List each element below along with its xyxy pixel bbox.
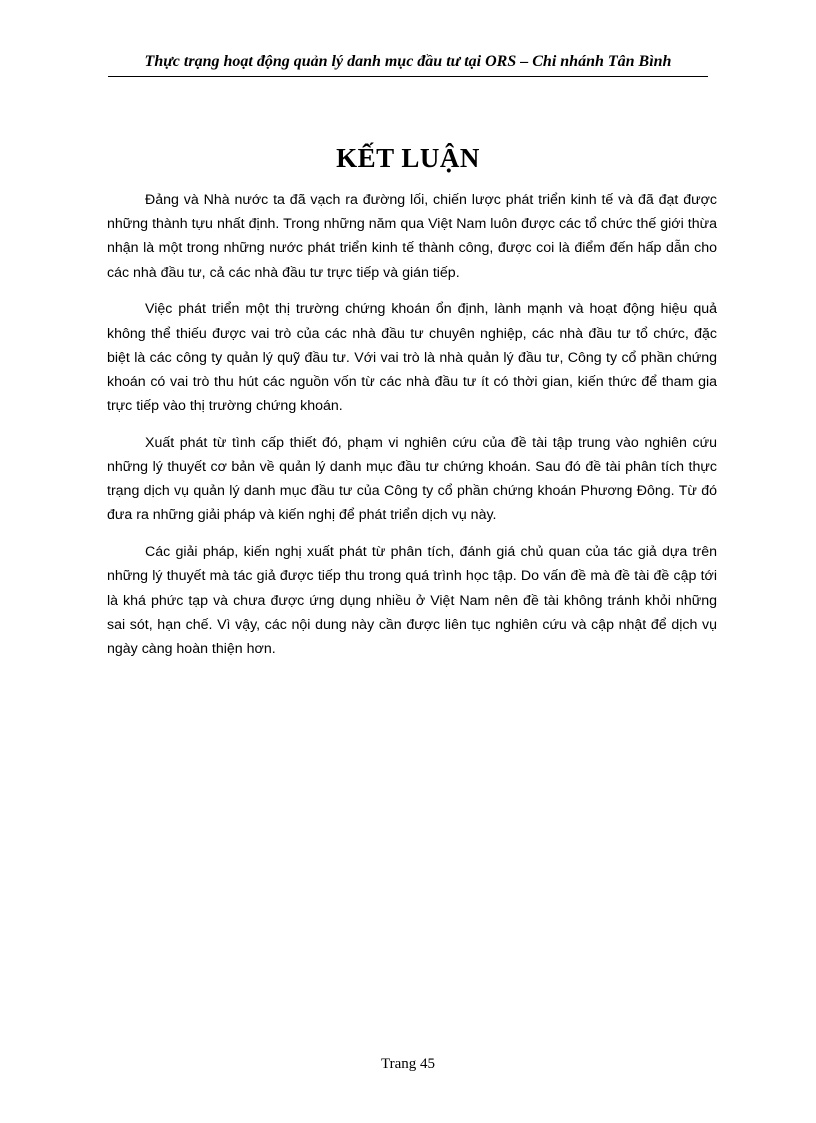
paragraph: Việc phát triển một thị trường chứng khoán ổn định, lành mạnh và hoạt động hiệu quả không thể thiếu được vai trò của các nhà đầu tư chuyên nghiệp, các nhà đầu tư tổ chức, đặc biệt là các công ty quản lý quỹ đầu tư. Với vai trò là nhà quản lý đầu tư, Công ty cổ phần chứng khoán có vai trò thu hút các nguồn vốn từ các nhà đầu tư ít có thời gian, kiến thức để tham gia trực tiếp vào thị trường chứng khoán. — [107, 301, 717, 415]
page-number: Trang 45 — [380, 1056, 436, 1072]
page-title: KẾT LUẬN — [336, 143, 480, 173]
running-header: Thực trạng hoạt động quản lý danh mục đầu tư tại ORS – Chi nhánh Tân Bình — [144, 53, 672, 70]
paragraph: Đảng và Nhà nước ta đã vạch ra đường lối, chiến lược phát triển kinh tế và đã đạt được những thành tựu nhất định. Trong những năm qua Việt Nam luôn được các tổ chức thế giới thừa nhận là một trong những nước phát triển kinh tế thành công, được coi là điểm đến hấp dẫn cho các nhà đầu tư, cả các nhà đầu tư trực tiếp và gián tiếp. — [107, 192, 717, 281]
body-text — [107, 188, 717, 674]
header-divider — [108, 76, 708, 77]
paragraph: Xuất phát từ tình cấp thiết đó, phạm vi nghiên cứu của đề tài tập trung vào nghiên cứu những lý thuyết cơ bản về quản lý danh mục đầu tư chứng khoán. Sau đó đề tài phân tích thực trạng dịch vụ quản lý danh mục đầu tư của Công ty cổ phần chứng khoán Phương Đông. Từ đó đưa ra những giải pháp và kiến nghị để phát triển dịch vụ này. — [107, 434, 717, 524]
paragraph: Các giải pháp, kiến nghị xuất phát từ phân tích, đánh giá chủ quan của tác giả dựa trên những lý thuyết mà tác giả được tiếp thu trong quá trình học tập. Do vấn đề mà đề tài đề cập tới là khá phức tạp và chưa được ứng dụng nhiều ở Việt Nam nên đề tài không tránh khỏi những sai sót, hạn chế. Vì vậy, các nội dung này cần được liên tục nghiên cứu và cập nhật để dịch vụ ngày càng hoàn thiện hơn. — [107, 544, 717, 657]
